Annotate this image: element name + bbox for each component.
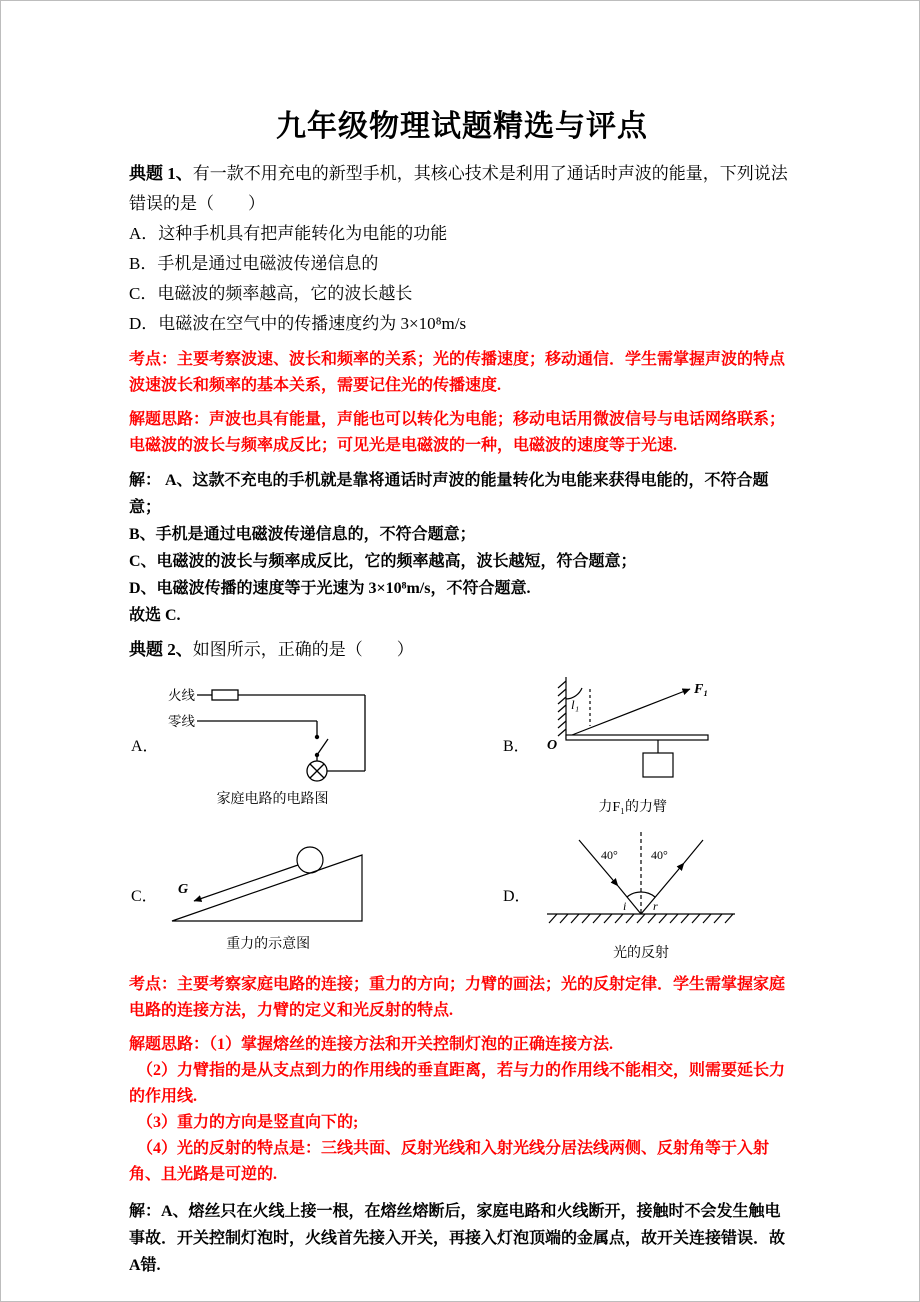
- gravity-label: G: [177, 882, 188, 897]
- question1-solution-line-b: B、手机是通过电磁波传递信息的，不符合题意；: [129, 526, 476, 543]
- figure-b-tag: B．: [503, 738, 530, 755]
- figure-d-caption: 光的反射: [613, 946, 670, 961]
- question1-label: 典题 1、: [129, 164, 193, 183]
- question2-approach-line-3: （3）重力的方向是竖直向下的;: [129, 1114, 359, 1131]
- question1-solution-line-c: C、电磁波的波长与频率成反比，它的频率越高，波长越短，符合题意；: [129, 553, 637, 570]
- document-title: 九年级物理试题精选与评点: [276, 109, 648, 144]
- figure-c-caption: 重力的示意图: [226, 937, 311, 952]
- switch-terminal-dot: [314, 734, 318, 738]
- question1-stem-text: 有一款不用充电的新型手机，其核心技术是利用了通话时声波的能量，下列说法错误的是（ ）: [129, 164, 788, 213]
- figure-c: [131, 826, 503, 962]
- question1-option-a: A．这种手机具有把声能转化为电能的功能: [129, 224, 448, 243]
- figure-d: [503, 826, 795, 962]
- question1-option-b: B．手机是通过电磁波传递信息的: [129, 254, 379, 273]
- household-circuit-diagram: [167, 682, 379, 787]
- question1-solution-line-d: D、电磁波传播的速度等于光速为 3×10⁸m/s，不符合题意.: [129, 580, 531, 597]
- question2-stem: [129, 635, 795, 665]
- question2-stem-text: 如图所示，正确的是（ ）: [192, 640, 414, 659]
- question1-solution-line-a: 解： A、这款不充电的手机就是靠将通话时声波的能量转化为电能来获得电能的，不符合题意；: [129, 472, 769, 516]
- question1-option-c: C．电磁波的频率越高，它的波长越长: [129, 284, 413, 303]
- question2-figure-grid: [131, 673, 795, 962]
- question2-approach-line-2: （2）力臂指的是从支点到力的作用线的垂直距离，若与力的作用线不能相交，则需要延长力的作用线.: [129, 1062, 786, 1105]
- question1-solution: [129, 467, 795, 629]
- switch-terminal-dot: [314, 752, 318, 756]
- figure-a-tag: A．: [131, 738, 159, 755]
- reflected-ray-label: r: [652, 899, 658, 913]
- question1-approach: 解题思路：声波也具有能量，声能也可以转化为电能；移动电话用微波信号与电话网络联系；电磁波的波长与频率成反比；可见光是电磁波的一种，电磁波的速度等于光速.: [129, 411, 786, 454]
- incident-angle-label: 40°: [600, 848, 618, 862]
- figure-a: [131, 673, 503, 816]
- question1-solution-answer: 故选 C.: [129, 607, 181, 624]
- neutral-wire-label: 零线: [167, 713, 195, 729]
- question2-approach-line-4: （4）光的反射的特点是：三线共面、反射光线和入射光线分居法线两侧、反射角等于入射角、且光路是可逆的.: [129, 1140, 770, 1183]
- figure-b: [503, 673, 795, 816]
- question2-approach-line-1: 解题思路：（1）掌握熔丝的连接方法和开关控制灯泡的正确连接方法.: [129, 1036, 614, 1053]
- gravity-incline-diagram: [166, 835, 371, 932]
- light-reflection-diagram: [539, 826, 744, 941]
- reflected-angle-label: 40°: [650, 848, 668, 862]
- incident-ray-label: i: [622, 899, 626, 913]
- force-label: F₁: [693, 682, 708, 697]
- question2-approach: [129, 1032, 795, 1188]
- figure-c-tag: C．: [131, 887, 158, 905]
- question1-stem: [129, 159, 795, 219]
- pivot-label: O: [546, 738, 557, 753]
- question2-label: 典题 2、: [129, 640, 193, 659]
- lever-arm-label: l₁: [570, 697, 579, 712]
- figure-a-caption: 家庭电路的电路图: [216, 791, 329, 807]
- figure-b-caption: 力F₁的力臂: [598, 800, 668, 815]
- lever-arm-diagram: [538, 673, 728, 795]
- question2-solution: 解：A、熔丝只在火线上接一根，在熔丝熔断后，家庭电路和火线断开，接触时不会发生触电事故．开关控制灯泡时，火线首先接入开关，再接入灯泡顶端的金属点，故开关连接错误．故A错.: [129, 1203, 786, 1274]
- figure-d-tag: D．: [503, 887, 531, 905]
- question1-option-d: D．电磁波在空气中的传播速度约为 3×10⁸m/s: [129, 314, 467, 333]
- question1-exam-points: 考点：主要考察波速、波长和频率的关系；光的传播速度；移动通信．学生需掌握声波的特点波速波长和频率的基本关系，需要记住光的传播速度.: [129, 351, 786, 394]
- live-wire-label: 火线: [167, 687, 195, 703]
- question2-exam-points: 考点：主要考察家庭电路的连接；重力的方向；力臂的画法；光的反射定律．学生需掌握家庭电路的连接方法，力臂的定义和光反射的特点.: [129, 976, 786, 1019]
